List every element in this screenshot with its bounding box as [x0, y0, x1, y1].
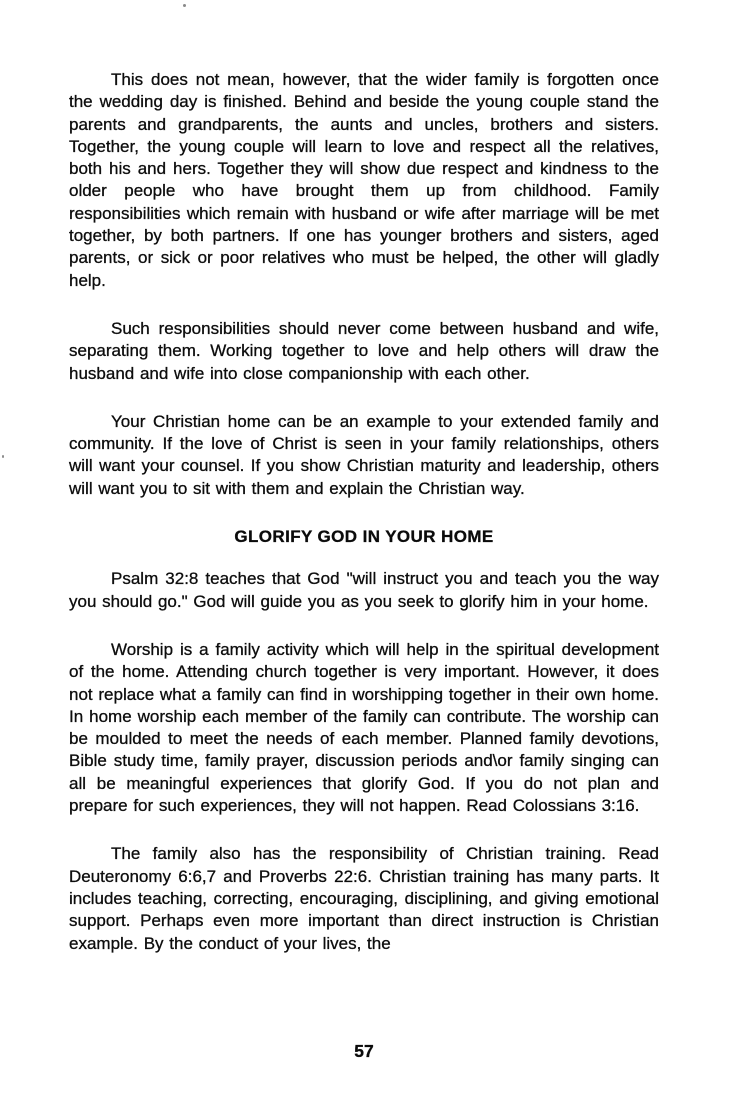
paragraph-responsibilities: Such responsibilities should never come between husband and wife, separating them. Working together to love and help others will draw the husband and wife into close companionship with each other.	[69, 318, 659, 383]
scan-artifact-speck	[2, 455, 4, 458]
paragraph-christian-home-example: Your Christian home can be an example to your extended family and community. If the love of Christ is seen in your family relationships, others will want your counsel. If you show Christian maturity and leadership, others will want you to sit with them and explain the Christian way.	[69, 411, 659, 498]
page-number: 57	[354, 1041, 374, 1061]
paragraph-christian-training: The family also has the responsibility of Christian training. Read Deuteronomy 6:6,7 and Proverbs 22:6. Christian training has many parts. It includes teaching, correcting, encouraging, disciplining, and giving emotional support. Perhaps even more important than direct instruction is Christian example. By the conduct of your lives, the	[69, 844, 659, 953]
paragraph-wider-family: This does not mean, however, that the wider family is forgotten once the wedding day is finished. Behind and beside the young couple stand the parents and grandparents, the aunts and uncles, brothers and sisters. Together, the young couple will learn to love and respect all the relatives, both his and hers. Together they will show due respect and kindness to the older people who have brought them up from childhood. Family responsibilities which remain with husband or wife after marriage will be met together, by both partners. If one has younger brothers and sisters, aged parents, or sick or poor relatives who must be helped, the other will gladly help.	[69, 70, 659, 290]
section-heading: GLORIFY GOD IN YOUR HOME	[234, 527, 494, 547]
page-text	[69, 69, 659, 955]
paragraph-psalm: Psalm 32:8 teaches that God "will instruct you and teach you the way you should go." God will guide you as you seek to glorify him in your home.	[69, 569, 659, 611]
paragraph-worship: Worship is a family activity which will help in the spiritual development of the home. Attending church together is very important. However, it does not replace what a family can find in worshipping together in their own home. In home worship each member of the family can contribute. The worship can be moulded to meet the needs of each member. Planned family devotions, Bible study time, family prayer, discussion periods and\or family singing can all be meaningful experiences that glorify God. If you do not plan and prepare for such experiences, they will not happen. Read Colossians 3:16.	[69, 639, 659, 816]
scan-artifact-speck	[183, 4, 186, 7]
